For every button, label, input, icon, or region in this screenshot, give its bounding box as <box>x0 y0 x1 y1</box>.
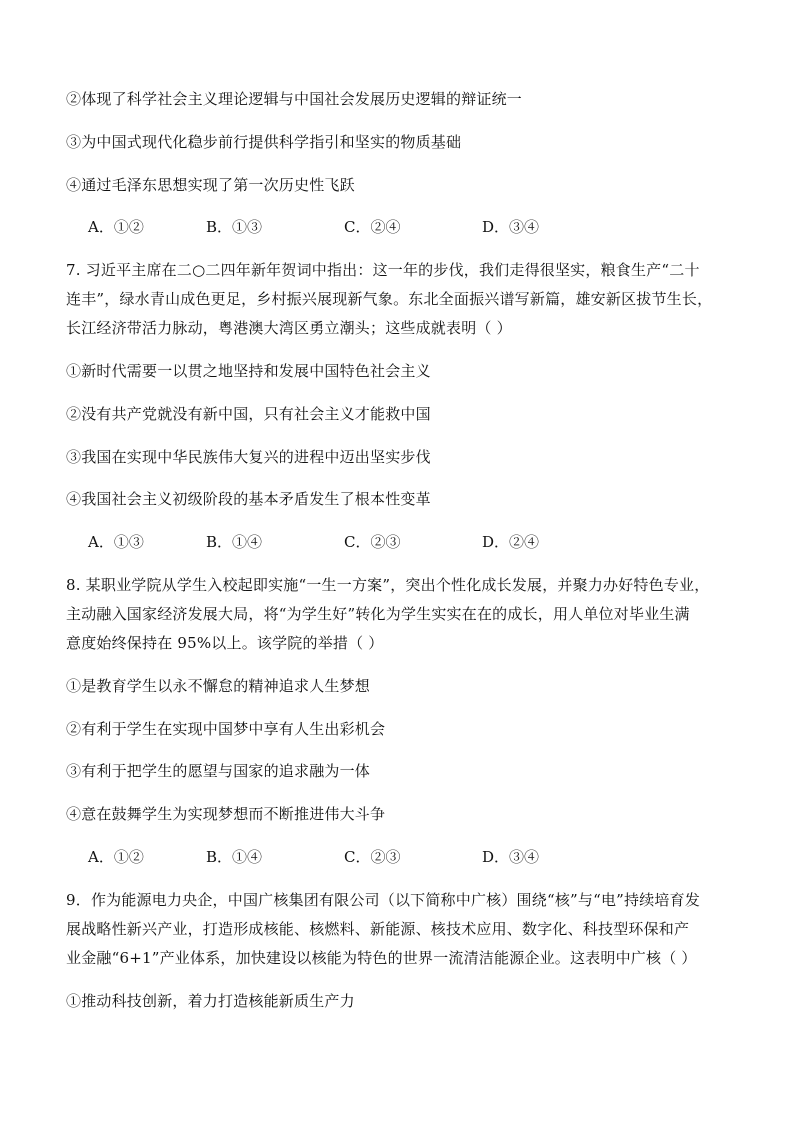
q6-option-b[interactable]: B．①③ <box>206 218 263 236</box>
q8-option-c[interactable]: C．②③ <box>344 848 401 866</box>
q8-stem-line-2: 主动融入国家经济发展大局，将“为学生好”转化为学生实实在在的成长，用人单位对毕业生满 <box>66 605 690 623</box>
q6-option-d[interactable]: D．③④ <box>482 218 540 236</box>
q8-option-b[interactable]: B．①④ <box>206 848 263 866</box>
q8-options <box>88 846 688 868</box>
q8-stem-line-3: 意度始终保持在 95%以上。该学院的举措（ ） <box>66 634 384 652</box>
q8-stem-line-1: 8. 某职业学院从学生入校起即实施“一生一方案”，突出个性化成长发展，并聚力办好特色专业， <box>66 576 710 594</box>
q8-item-4: ④意在鼓舞学生为实现梦想而不断推进伟大斗争 <box>66 805 386 823</box>
q7-option-a[interactable]: A．①③ <box>88 533 144 551</box>
q7-item-1: ①新时代需要一以贯之地坚持和发展中国特色社会主义 <box>66 362 431 380</box>
q8-option-a[interactable]: A．①② <box>88 848 144 866</box>
q7-item-3: ③我国在实现中华民族伟大复兴的进程中迈出坚实步伐 <box>66 448 431 466</box>
q6-options <box>88 216 688 238</box>
q7-options <box>88 531 688 553</box>
q6-option-a[interactable]: A．①② <box>88 218 144 236</box>
q7-option-c[interactable]: C．②③ <box>344 533 401 551</box>
q9-item-1: ①推动科技创新，着力打造核能新质生产力 <box>66 992 355 1010</box>
q7-stem-line-1: 7. 习近平主席在二○二四年新年贺词中指出：这一年的步伐，我们走得很坚实，粮食生产“二十 <box>66 261 700 279</box>
q7-option-d[interactable]: D．②④ <box>482 533 540 551</box>
q7-item-2: ②没有共产党就没有新中国，只有社会主义才能救中国 <box>66 405 431 423</box>
q6-item-2: ②体现了科学社会主义理论逻辑与中国社会发展历史逻辑的辩证统一 <box>66 90 523 108</box>
q6-option-c[interactable]: C．②④ <box>344 218 401 236</box>
q8-option-d[interactable]: D．③④ <box>482 848 540 866</box>
q8-item-2: ②有利于学生在实现中国梦中享有人生出彩机会 <box>66 720 386 738</box>
q9-stem-line-1: 9．作为能源电力央企，中国广核集团有限公司（以下简称中广核）围绕“核”与“电”持续培育发 <box>66 891 701 909</box>
q8-item-1: ①是教育学生以永不懈怠的精神追求人生梦想 <box>66 677 371 695</box>
q9-stem-line-2: 展战略性新兴产业，打造形成核能、核燃料、新能源、核技术应用、数字化、科技型环保和产 <box>66 920 690 938</box>
q6-item-3: ③为中国式现代化稳步前行提供科学指引和坚实的物质基础 <box>66 133 462 151</box>
q7-stem-line-3: 长江经济带活力脉动，粤港澳大湾区勇立潮头；这些成就表明（ ） <box>66 319 512 337</box>
q9-stem-line-3: 业金融“6+1”产业体系，加快建设以核能为特色的世界一流清洁能源企业。这表明中广核（ ） <box>66 949 697 967</box>
q7-stem-line-2: 连丰”，绿水青山成色更足，乡村振兴展现新气象。东北全面振兴谱写新篇，雄安新区拔节生长， <box>66 290 713 308</box>
q7-option-b[interactable]: B．①④ <box>206 533 263 551</box>
q7-item-4: ④我国社会主义初级阶段的基本矛盾发生了根本性变革 <box>66 490 431 508</box>
q6-item-4: ④通过毛泽东思想实现了第一次历史性飞跃 <box>66 176 355 194</box>
q8-item-3: ③有利于把学生的愿望与国家的追求融为一体 <box>66 762 371 780</box>
